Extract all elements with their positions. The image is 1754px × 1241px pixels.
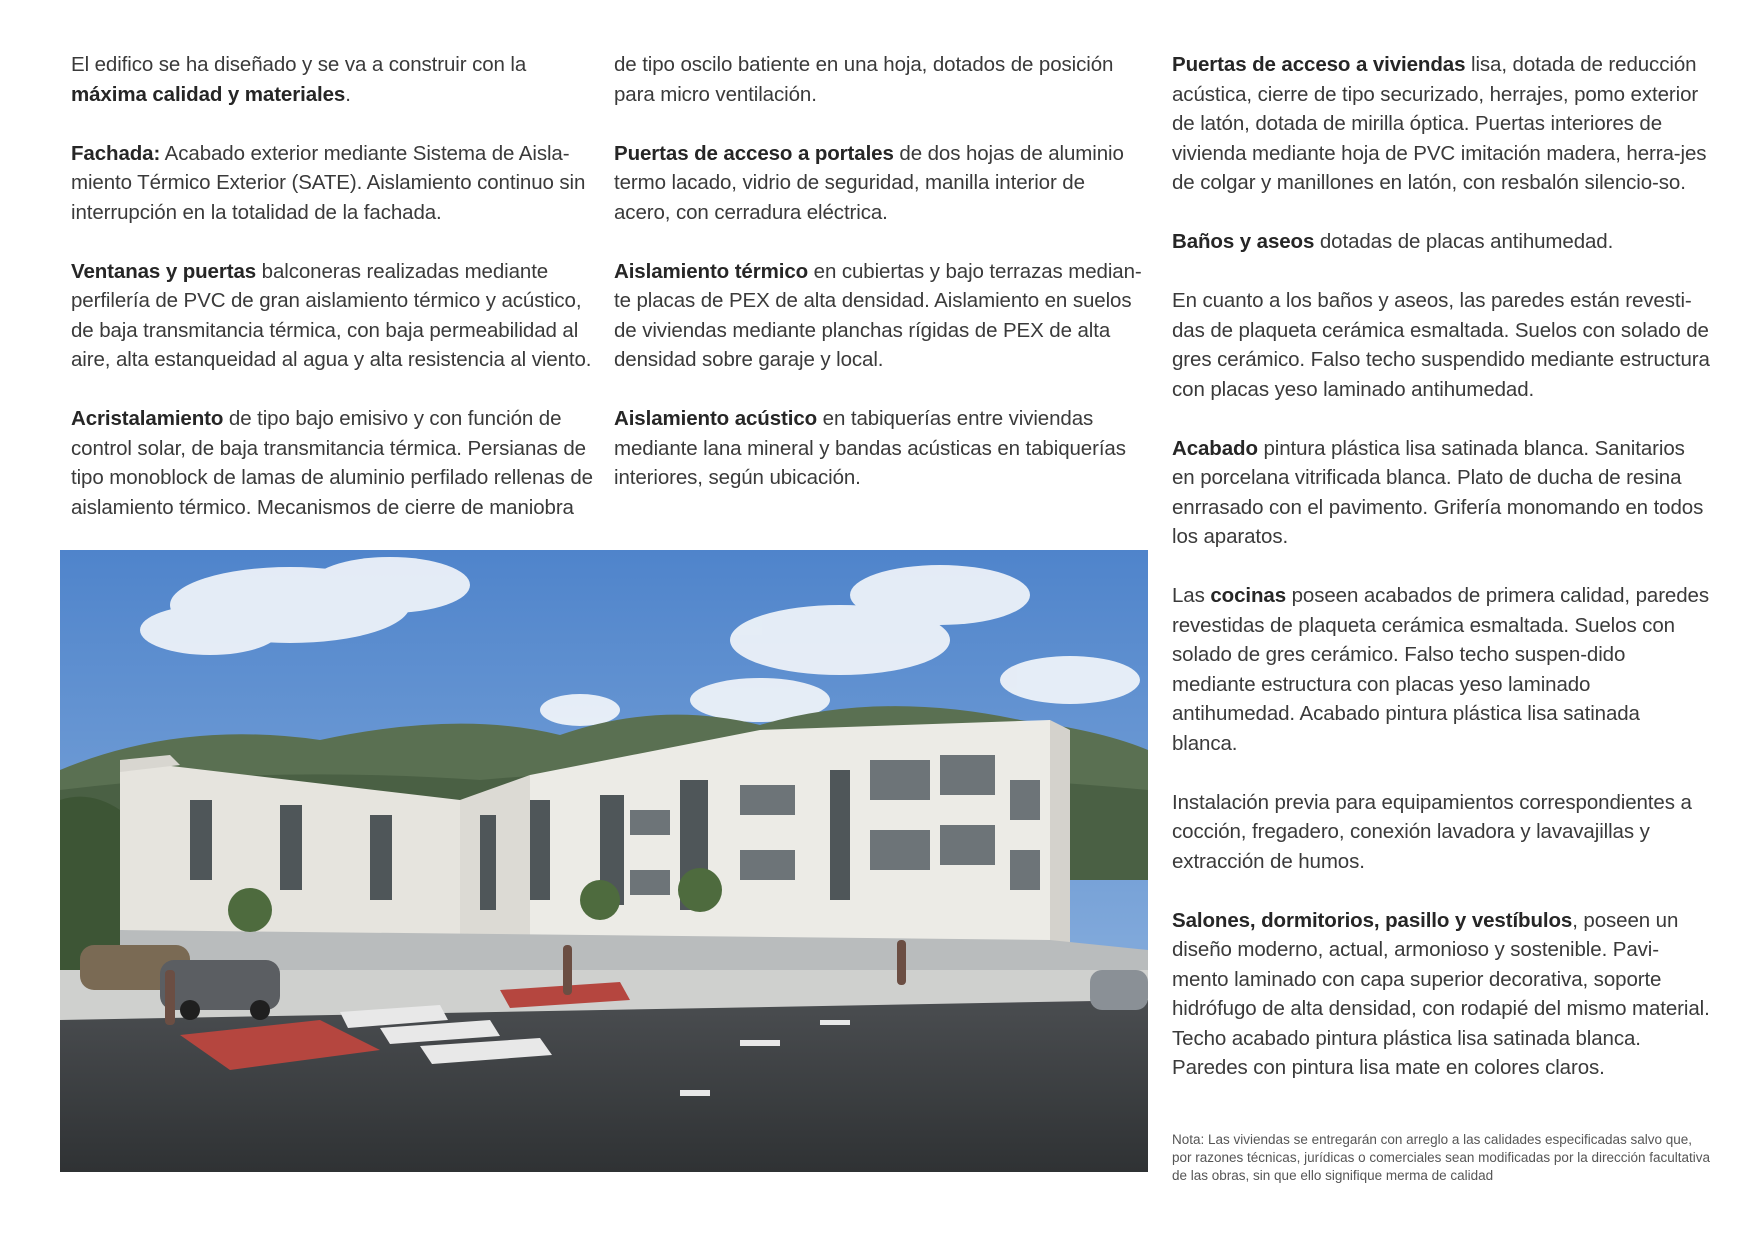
intro-paragraph: El edifico se ha diseñado y se va a construir con la máxima calidad y materiales. [71, 53, 527, 106]
building-rendering-image [60, 550, 1148, 1172]
continuation-paragraph: de tipo oscilo batiente en una hoja, dotados de posición para micro ventilación. [614, 53, 1114, 106]
acustico-paragraph: Aislamiento acústico en tabiquerías entre viviendas mediante lana mineral y bandas acústicas en tabiquerías interiores, según ubicación. [614, 407, 1126, 489]
banos-paredes-paragraph: En cuanto a los baños y aseos, las paredes están revesti-das de plaqueta cerámica esmaltada. Suelos con solado de gres cerámico. Falso techo suspendido mediante estructura con placas yeso laminado antihumedad. [1172, 289, 1710, 401]
building-rendering [60, 550, 1148, 1172]
banos-paragraph: Baños y aseos dotadas de placas antihumedad. [1172, 230, 1614, 253]
portales-paragraph: Puertas de acceso a portales de dos hojas de aluminio termo lacado, vidrio de seguridad, manilla interior de acero, con cerradura eléctrica. [614, 141, 1124, 224]
fachada-paragraph: Fachada: Acabado exterior mediante Sistema de Aisla-miento Térmico Exterior (SATE). Aislamiento continuo sin interrupción en la totalidad de la fachada. [71, 141, 586, 224]
text-column-1 [71, 50, 603, 552]
termico-paragraph: Aislamiento térmico en cubiertas y bajo terrazas median-te placas de PEX de alta densidad. Aislamiento en suelos de viviendas mediante planchas rígidas de PEX de alta densidad sobre garaje y local. [614, 259, 1142, 371]
viviendas-paragraph: Puertas de acceso a viviendas lisa, dotada de reducción acústica, cierre de tipo securizado, herrajes, pomo exterior de latón, dotada de mirilla óptica. Puertas interiores de vivienda mediante hoja de PVC imitación madera, herra-jes de colgar y manillones en latón, con resbalón silencio-so. [1172, 53, 1707, 194]
acabado-paragraph: Acabado pintura plástica lisa satinada blanca. Sanitarios en porcelana vitrificada blanca. Plato de ducha de resina enrrasado con el pavimento. Grifería monomando en todos los aparatos. [1172, 436, 1704, 548]
salones-paragraph: Salones, dormitorios, pasillo y vestíbulos, poseen un diseño moderno, actual, armonioso y sostenible. Pavi-mento laminado con capa superior decorativa, soporte hidrófugo de alta densidad, con rodapié del mismo material. Techo acabado pintura plástica lisa satinada blanca. Paredes con pintura lisa mate en colores claros. [1172, 908, 1710, 1079]
disclaimer-note: Nota: Las viviendas se entregarán con arreglo a las calidades especificadas salvo que, por razones técnicas, jurídicas o comerciales sean modificadas por la dirección facultativa de las obras, sin que ello signifique merma de calidad [1172, 1132, 1711, 1183]
instalacion-paragraph: Instalación previa para equipamientos correspondientes a cocción, fregadero, conexión lavadora y lavavajillas y extracción de humos. [1172, 790, 1692, 873]
cocinas-paragraph: Las cocinas poseen acabados de primera calidad, paredes revestidas de plaqueta cerámica esmaltada. Suelos con solado de gres cerámico. Falso techo suspen-dido mediante estructura con placas yeso laminado antihumedad. Acabado pintura plástica lisa satinada blanca. [1172, 584, 1709, 755]
text-column-2 [614, 50, 1144, 522]
ventanas-paragraph: Ventanas y puertas balconeras realizadas mediante perfilería de PVC de gran aislamiento térmico y acústico, de baja transmitancia térmica, con baja permeabilidad al aire, alta estanqueidad al agua y alta resistencia al viento. [71, 259, 592, 371]
text-column-3 [1172, 50, 1710, 1112]
acristalamiento-paragraph: Acristalamiento de tipo bajo emisivo y con función de control solar, de baja transmitancia térmica. Persianas de tipo monoblock de lamas de aluminio perfilado rellenas de aislamiento térmico. Mecanismos de cierre de maniobra [71, 407, 593, 519]
